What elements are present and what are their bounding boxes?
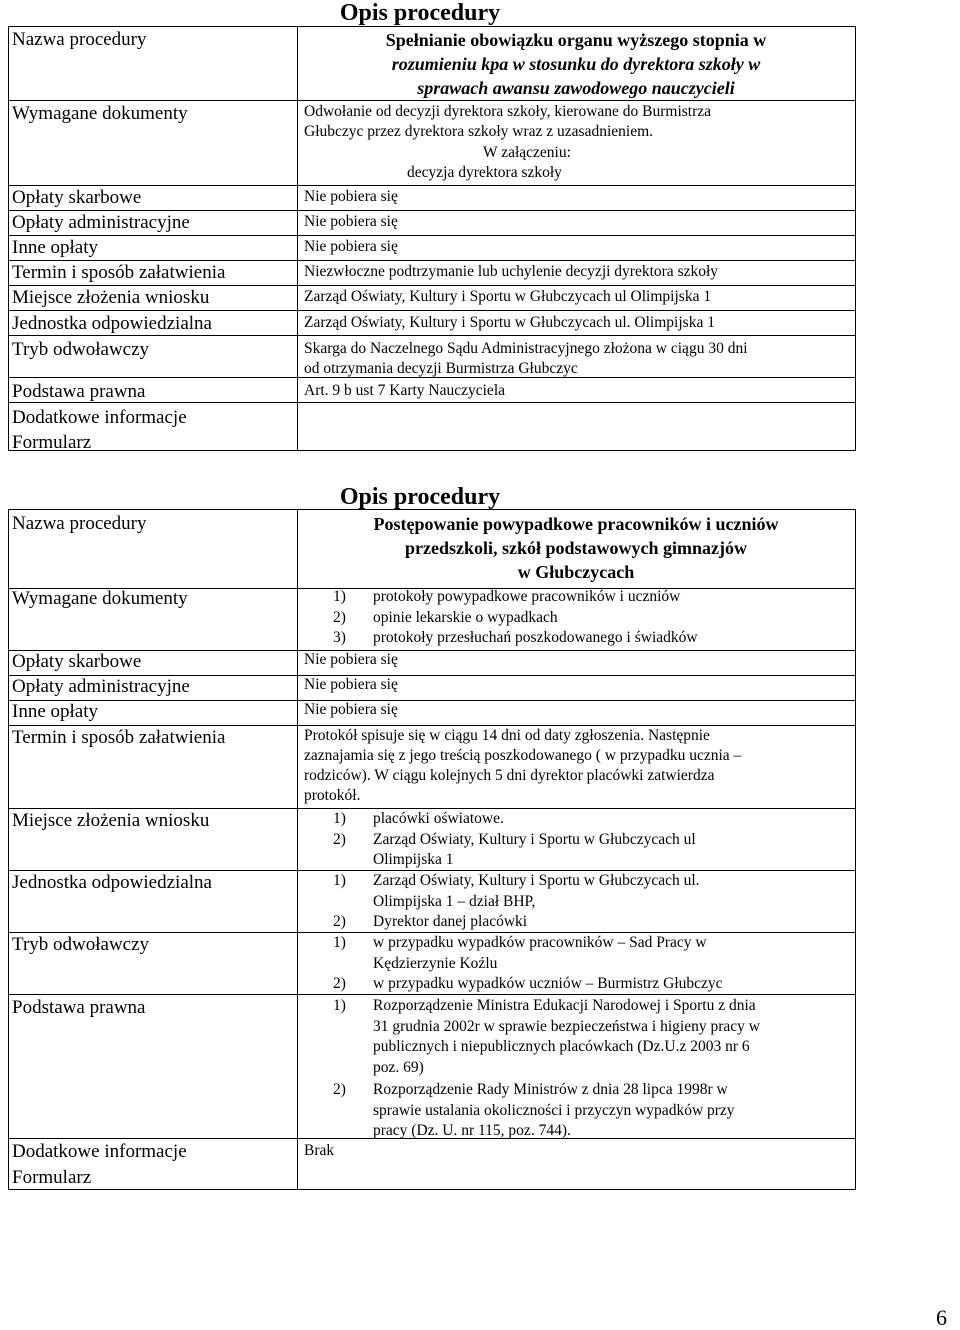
s1-jednostka-value: Zarząd Oświaty, Kultury i Sportu w Głubczycach ul. Olimpijska 1: [304, 314, 715, 331]
s2-label-administracyjne: Opłaty administracyjne: [12, 676, 190, 697]
s1-label-termin: Termin i sposób załatwienia: [12, 262, 226, 283]
s1-label-jednostka: Jednostka odpowiedzialna: [12, 313, 212, 334]
s1-inne-value: Nie pobiera się: [304, 238, 398, 255]
s2-label-podstawa: Podstawa prawna: [12, 997, 146, 1018]
s1-skarbowe-value: Nie pobiera się: [304, 188, 398, 205]
s2-tryb-list: [333, 933, 723, 995]
s1-label-inne: Inne opłaty: [12, 237, 99, 258]
s2-skarbowe-value: Nie pobiera się: [304, 651, 398, 668]
list-item: 2) opinie lekarskie o wypadkach: [333, 608, 558, 626]
s2-label-formularz: Formularz: [12, 1167, 92, 1188]
s1-miejsce-value: Zarząd Oświaty, Kultury i Sportu w Głubczycach ul Olimpijska 1: [304, 288, 712, 305]
s2-procedure-title: Postępowanie powypadkowe pracowników i uczniów przedszkoli, szkół podstawowych gimnazjów w Głubczycach: [373, 514, 779, 582]
list-item: 1) w przypadku wypadków pracowników – Sad Pracy w Kędzierzynie Koźlu: [333, 934, 707, 972]
list-item: 2) Zarząd Oświaty, Kultury i Sportu w Głubczycach ul Olimpijska 1: [333, 830, 696, 868]
s2-label-dodatkowe: Dodatkowe informacje: [12, 1141, 187, 1162]
s2-label-termin: Termin i sposób załatwienia: [12, 727, 226, 748]
s2-jednostka-list: [333, 871, 700, 933]
s2-label-miejsce: Miejsce złożenia wniosku: [12, 810, 210, 831]
list-item: 1) Rozporządzenie Ministra Edukacji Narodowej i Sportu z dnia 31 grudnia 2002r w sprawie bezpieczeństwa i higieny pracy w publicznych i niepublicznych placówkach (Dz.U.z 2003 nr 6 poz. 69): [333, 997, 760, 1076]
list-item: 1) protokoły powypadkowe pracowników i uczniów: [333, 588, 681, 605]
s2-administracyjne-value: Nie pobiera się: [304, 676, 398, 693]
s2-label-jednostka: Jednostka odpowiedzialna: [12, 872, 212, 893]
s2-label-tryb: Tryb odwoławczy: [12, 934, 150, 955]
s1-label-skarbowe: Opłaty skarbowe: [12, 187, 142, 208]
s1-label-podstawa: Podstawa prawna: [12, 381, 146, 402]
s2-dodatkowe-value: Brak: [304, 1142, 335, 1159]
s1-label-tryb: Tryb odwoławczy: [12, 339, 150, 360]
s1-administracyjne-value: Nie pobiera się: [304, 213, 398, 230]
s2-miejsce-list: [333, 809, 696, 871]
s1-label-miejsce: Miejsce złożenia wniosku: [12, 287, 210, 308]
s2-inne-value: Nie pobiera się: [304, 701, 398, 718]
section2-heading: Opis procedury: [339, 484, 501, 510]
s2-label-wymagane: Wymagane dokumenty: [12, 588, 188, 609]
s1-label-formularz: Formularz: [12, 432, 92, 453]
s1-procedure-title: Spełnianie obowiązku organu wyższego stopnia w rozumieniu kpa w stosunku do dyrektora szkoły w sprawach awansu zawodowego nauczycieli: [385, 30, 767, 98]
s2-wymagane-list: [333, 587, 698, 649]
s2-podstawa-list: [333, 996, 760, 1142]
s1-label-wymagane: Wymagane dokumenty: [12, 103, 188, 124]
s1-label-nazwa: Nazwa procedury: [12, 29, 147, 50]
s1-label-administracyjne: Opłaty administracyjne: [12, 212, 190, 233]
list-item: 1) placówki oświatowe.: [333, 810, 504, 827]
s1-podstawa-value: Art. 9 b ust 7 Karty Nauczyciela: [304, 382, 506, 399]
list-item: 2) w przypadku wypadków uczniów – Burmistrz Głubczyc: [333, 975, 723, 992]
s2-label-skarbowe: Opłaty skarbowe: [12, 651, 142, 672]
page-number: 6: [936, 1305, 947, 1330]
list-item: 2) Dyrektor danej placówki: [333, 913, 528, 930]
list-item: 2) Rozporządzenie Rady Ministrów z dnia 28 lipca 1998r w sprawie ustalania okoliczności i przyczyn wypadków przy pracy (Dz. U. nr 115, poz. 744).: [333, 1081, 735, 1139]
s2-label-nazwa: Nazwa procedury: [12, 513, 147, 534]
s2-label-inne: Inne opłaty: [12, 701, 99, 722]
list-item: 1) Zarząd Oświaty, Kultury i Sportu w Głubczycach ul. Olimpijska 1 – dział BHP,: [333, 872, 700, 910]
s1-termin-value: Niezwłoczne podtrzymanie lub uchylenie decyzji dyrektora szkoły: [304, 263, 719, 280]
section1-heading: Opis procedury: [339, 0, 501, 26]
s1-label-dodatkowe: Dodatkowe informacje: [12, 407, 187, 428]
list-item: 3) protokoły przesłuchań poszkodowanego i świadków: [333, 629, 698, 646]
